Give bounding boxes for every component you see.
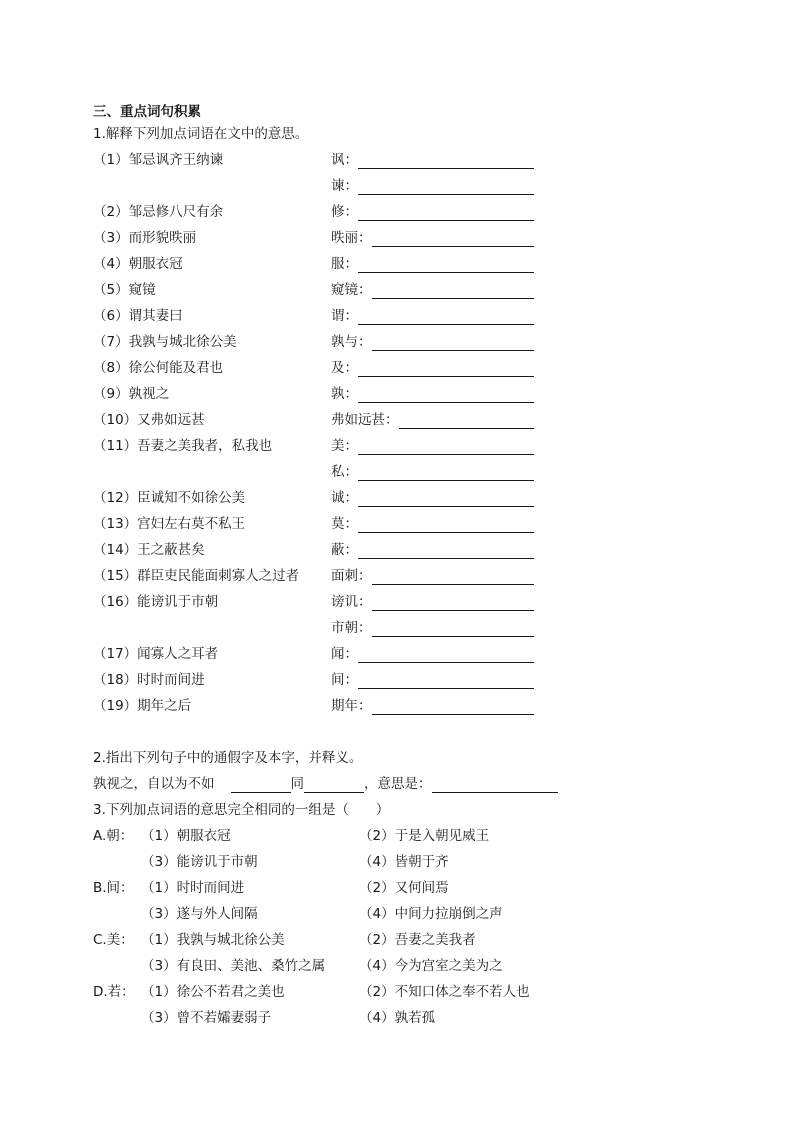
q1-answer: [331, 255, 534, 273]
q1-answer-blank[interactable]: [372, 569, 535, 585]
question-2-title: 2.指出下列句子中的通假字及本字，并释义。: [93, 750, 363, 766]
q1-answer: [331, 203, 534, 221]
q1-answer-label: 服：: [331, 256, 358, 272]
q1-answer-label: 昳丽：: [331, 230, 372, 246]
q1-answer: [331, 567, 534, 585]
q1-answer: [331, 151, 534, 169]
q1-item-text: （17）闻寡人之耳者: [93, 646, 219, 662]
q1-answer-label: 孰与：: [331, 334, 372, 350]
q1-answer-label: 诚：: [331, 490, 358, 506]
question-2-meaning-label: ，意思是：: [364, 776, 432, 792]
q3-option-row: [93, 853, 573, 871]
question-2-tong: 同: [290, 776, 304, 792]
q1-answer: [331, 437, 534, 455]
q3-option-text: （4）中间力拉崩倒之声: [359, 906, 503, 922]
q1-answer: [331, 463, 534, 481]
q1-row: [93, 437, 534, 455]
q1-answer-blank[interactable]: [358, 465, 534, 481]
q1-answer-blank[interactable]: [358, 205, 534, 221]
q1-item-text: （1）邹忌讽齐王纳谏: [93, 152, 224, 168]
q1-row: [93, 411, 534, 429]
q1-row: [93, 229, 534, 247]
section-heading: 三、重点词句积累: [93, 104, 201, 120]
q3-option-text: （3）能谤讥于市朝: [141, 854, 258, 870]
q1-answer-blank[interactable]: [358, 491, 534, 507]
q3-option-row: [93, 931, 573, 949]
q1-answer-blank[interactable]: [372, 595, 535, 611]
q1-answer-blank[interactable]: [372, 699, 535, 715]
q1-item-text: （5）窥镜: [93, 282, 156, 298]
q1-item-text: （6）谓其妻曰: [93, 308, 183, 324]
original-char-blank[interactable]: [304, 777, 364, 793]
q1-answer-label: 面刺：: [331, 568, 372, 584]
q1-answer-label: 修：: [331, 204, 358, 220]
q1-answer: [331, 697, 534, 715]
q1-answer-blank[interactable]: [358, 439, 534, 455]
q1-answer-label: 闻：: [331, 646, 358, 662]
q3-option-text: （4）孰若孤: [359, 1010, 436, 1026]
q1-answer-label: 间：: [331, 672, 358, 688]
q1-item-text: （11）吾妻之美我者，私我也: [93, 438, 273, 454]
q1-item-text: （7）我孰与城北徐公美: [93, 334, 237, 350]
q1-answer-blank[interactable]: [372, 231, 535, 247]
meaning-blank[interactable]: [432, 777, 558, 793]
question-1-title: 1.解释下列加点词语在文中的意思。: [93, 126, 309, 142]
q1-answer-label: 美：: [331, 438, 358, 454]
q1-item-text: （13）宫妇左右莫不私王: [93, 516, 246, 532]
q1-answer-label: 期年：: [331, 698, 372, 714]
q3-option-label: C.美：: [93, 932, 134, 948]
q1-row: [93, 593, 534, 611]
q3-option-text: （2）于是入朝见威王: [359, 828, 490, 844]
q1-answer: [331, 359, 534, 377]
q1-row: [93, 671, 534, 689]
q1-row: [93, 177, 534, 195]
q1-answer: [331, 515, 534, 533]
q1-answer-blank[interactable]: [358, 153, 534, 169]
q3-option-text: （1）时时而间进: [141, 880, 245, 896]
q1-answer: [331, 671, 534, 689]
q1-answer-blank[interactable]: [358, 647, 534, 663]
q1-answer-blank[interactable]: [358, 309, 534, 325]
q1-answer: [331, 385, 534, 403]
q1-answer-blank[interactable]: [358, 543, 534, 559]
q1-answer-label: 讽：: [331, 152, 358, 168]
q3-option-text: （4）今为宫室之美为之: [359, 958, 503, 974]
q1-answer: [331, 541, 534, 559]
q1-item-text: （19）期年之后: [93, 698, 192, 714]
q3-option-text: （1）我孰与城北徐公美: [141, 932, 285, 948]
q1-row: [93, 333, 534, 351]
q1-row: [93, 463, 534, 481]
q1-answer-label: 谤讥：: [331, 594, 372, 610]
q3-option-row: [93, 827, 573, 845]
q1-item-text: （18）时时而间进: [93, 672, 205, 688]
q3-option-text: （2）又何间焉: [359, 880, 449, 896]
q1-answer-label: 市朝：: [331, 620, 372, 636]
q1-item-text: （12）臣诚知不如徐公美: [93, 490, 246, 506]
q3-option-row: [93, 957, 573, 975]
q1-item-text: （4）朝服衣冠: [93, 256, 183, 272]
q1-answer-label: 弗如远甚：: [331, 412, 399, 428]
q3-option-label: A.朝：: [93, 828, 134, 844]
q1-answer-label: 蔽：: [331, 542, 358, 558]
q1-row: [93, 489, 534, 507]
q1-answer-blank[interactable]: [358, 517, 534, 533]
q1-answer: [331, 489, 534, 507]
q1-item-text: （16）能谤讥于市朝: [93, 594, 219, 610]
q1-row: [93, 619, 534, 637]
q1-answer-blank[interactable]: [372, 621, 535, 637]
q3-option-text: （2）不知口体之奉不若人也: [359, 984, 530, 1000]
q1-answer-blank[interactable]: [358, 257, 534, 273]
q1-answer-blank[interactable]: [358, 361, 534, 377]
q3-option-text: （1）徐公不若君之美也: [141, 984, 285, 1000]
q1-row: [93, 645, 534, 663]
q1-answer: [331, 645, 534, 663]
q1-item-text: （9）孰视之: [93, 386, 170, 402]
q1-row: [93, 541, 534, 559]
q1-item-text: （8）徐公何能及君也: [93, 360, 224, 376]
q1-answer: [331, 411, 534, 429]
q3-option-text: （3）曾不若孀妻弱子: [141, 1010, 272, 1026]
q1-answer-blank[interactable]: [358, 179, 534, 195]
q3-option-text: （1）朝服衣冠: [141, 828, 231, 844]
q1-answer-label: 谓：: [331, 308, 358, 324]
q1-row: [93, 359, 534, 377]
q1-row: [93, 515, 534, 533]
q1-row: [93, 307, 534, 325]
q3-option-row: [93, 905, 573, 923]
q1-answer: [331, 281, 534, 299]
q3-option-text: （3）遂与外人间隔: [141, 906, 258, 922]
q1-row: [93, 385, 534, 403]
q1-row: [93, 567, 534, 585]
q1-row: [93, 281, 534, 299]
q1-item-text: （10）又弗如远甚: [93, 412, 205, 428]
q1-answer: [331, 177, 534, 195]
q1-answer-blank[interactable]: [399, 413, 535, 429]
q1-answer-label: 及：: [331, 360, 358, 376]
q1-row: [93, 151, 534, 169]
q1-answer-blank[interactable]: [372, 335, 535, 351]
q1-answer-label: 莫：: [331, 516, 358, 532]
q1-answer: [331, 307, 534, 325]
question-2-answer-line: [93, 775, 558, 793]
q1-row: [93, 255, 534, 273]
q3-option-text: （4）皆朝于齐: [359, 854, 449, 870]
q1-answer: [331, 229, 534, 247]
q3-option-row: [93, 879, 573, 897]
tongjia-char-blank[interactable]: [231, 777, 291, 793]
q3-option-text: （2）吾妻之美我者: [359, 932, 476, 948]
q3-option-label: B.间：: [93, 880, 134, 896]
q1-answer-blank[interactable]: [372, 283, 535, 299]
q1-answer: [331, 593, 534, 611]
q1-item-text: （3）而形貌昳丽: [93, 230, 197, 246]
question-3-title: 3.下列加点词语的意思完全相同的一组是（ ）: [93, 802, 390, 818]
q3-option-row: [93, 983, 573, 1001]
q1-item-text: （14）王之蔽甚矣: [93, 542, 205, 558]
q1-answer-label: 私：: [331, 464, 358, 480]
q1-item-text: （15）群臣吏民能面刺寡人之过者: [93, 568, 300, 584]
q1-answer-label: 窥镜：: [331, 282, 372, 298]
q3-option-row: [93, 1009, 573, 1027]
q1-answer-blank[interactable]: [358, 387, 534, 403]
q3-option-label: D.若：: [93, 984, 135, 1000]
q1-item-text: （2）邹忌修八尺有余: [93, 204, 224, 220]
q1-row: [93, 697, 534, 715]
q1-answer: [331, 333, 534, 351]
q3-option-text: （3）有良田、美池、桑竹之属: [141, 958, 326, 974]
q1-answer-label: 孰：: [331, 386, 358, 402]
q1-row: [93, 203, 534, 221]
q1-answer-blank[interactable]: [358, 673, 534, 689]
question-2-sentence: 孰视之，自以为不如: [93, 776, 215, 792]
q1-answer: [331, 619, 534, 637]
q1-answer-label: 谏：: [331, 178, 358, 194]
